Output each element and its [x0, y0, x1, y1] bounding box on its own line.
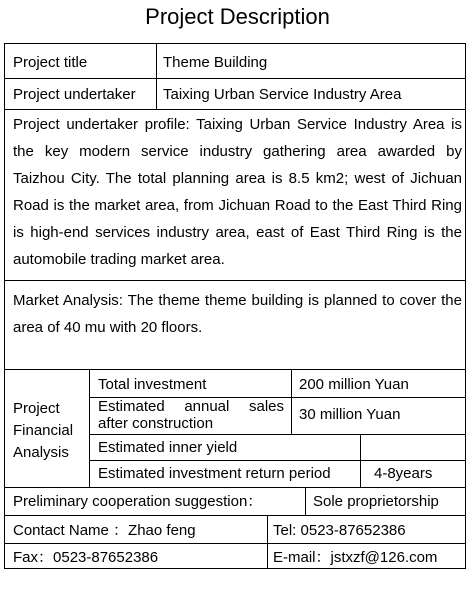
annual-sales-label: Estimated annual sales after construction [98, 398, 284, 432]
project-undertaker-label: Project undertaker [13, 86, 136, 103]
document-title: Project Description [145, 4, 330, 29]
return-period-label: Estimated investment return period [98, 465, 331, 482]
row-divider [5, 543, 465, 544]
annual-sales-value: 30 million Yuan [299, 406, 401, 423]
inner-yield-label: Estimated inner yield [98, 439, 238, 456]
row-divider [5, 109, 465, 110]
financial-analysis-label: Project Financial Analysis [13, 400, 74, 461]
undertaker-profile: Project undertaker profile: Taixing Urban Service Industry Area is the key modern service industry gathering area awarded by Taizhou City. The total planning area is 8.5 km2; west of Jichuan Road is the market area, from Jichuan Road to the East Third Ring is high-end services industry area, east of East Third Ring is the automobile trading market area. [13, 116, 462, 268]
total-investment-label: Total investment [98, 376, 207, 393]
cooperation-label: Preliminary cooperation suggestion： [13, 493, 263, 510]
contact-name: Contact Name ：Zhao feng [13, 522, 196, 539]
project-table [4, 43, 466, 569]
market-analysis: Market Analysis: The theme theme building is planned to cover the area of 40 mu with 20 floors. [13, 292, 462, 336]
row-divider [89, 434, 465, 435]
cooperation-value: Sole proprietorship [313, 493, 439, 510]
contact-email: E-mail：jstxzf@126.com [273, 549, 438, 566]
return-period-value: 4-8years [374, 465, 433, 482]
project-title-value: Theme Building [163, 54, 268, 71]
project-title-label: Project title [13, 54, 88, 71]
row-divider [89, 460, 465, 461]
project-undertaker-value: Taixing Urban Service Industry Area [163, 86, 402, 103]
column-divider [305, 487, 306, 515]
column-divider [156, 44, 157, 109]
row-divider [5, 369, 465, 370]
contact-fax: Fax：0523-87652386 [13, 549, 159, 566]
contact-tel: Tel: 0523-87652386 [273, 522, 406, 539]
row-divider [5, 487, 465, 488]
column-divider [291, 369, 292, 434]
total-investment-value: 200 million Yuan [299, 376, 409, 393]
row-divider [5, 78, 465, 79]
column-divider [360, 434, 361, 487]
column-divider [89, 369, 90, 487]
row-divider [5, 280, 465, 281]
row-divider [5, 515, 465, 516]
column-divider [267, 515, 268, 569]
